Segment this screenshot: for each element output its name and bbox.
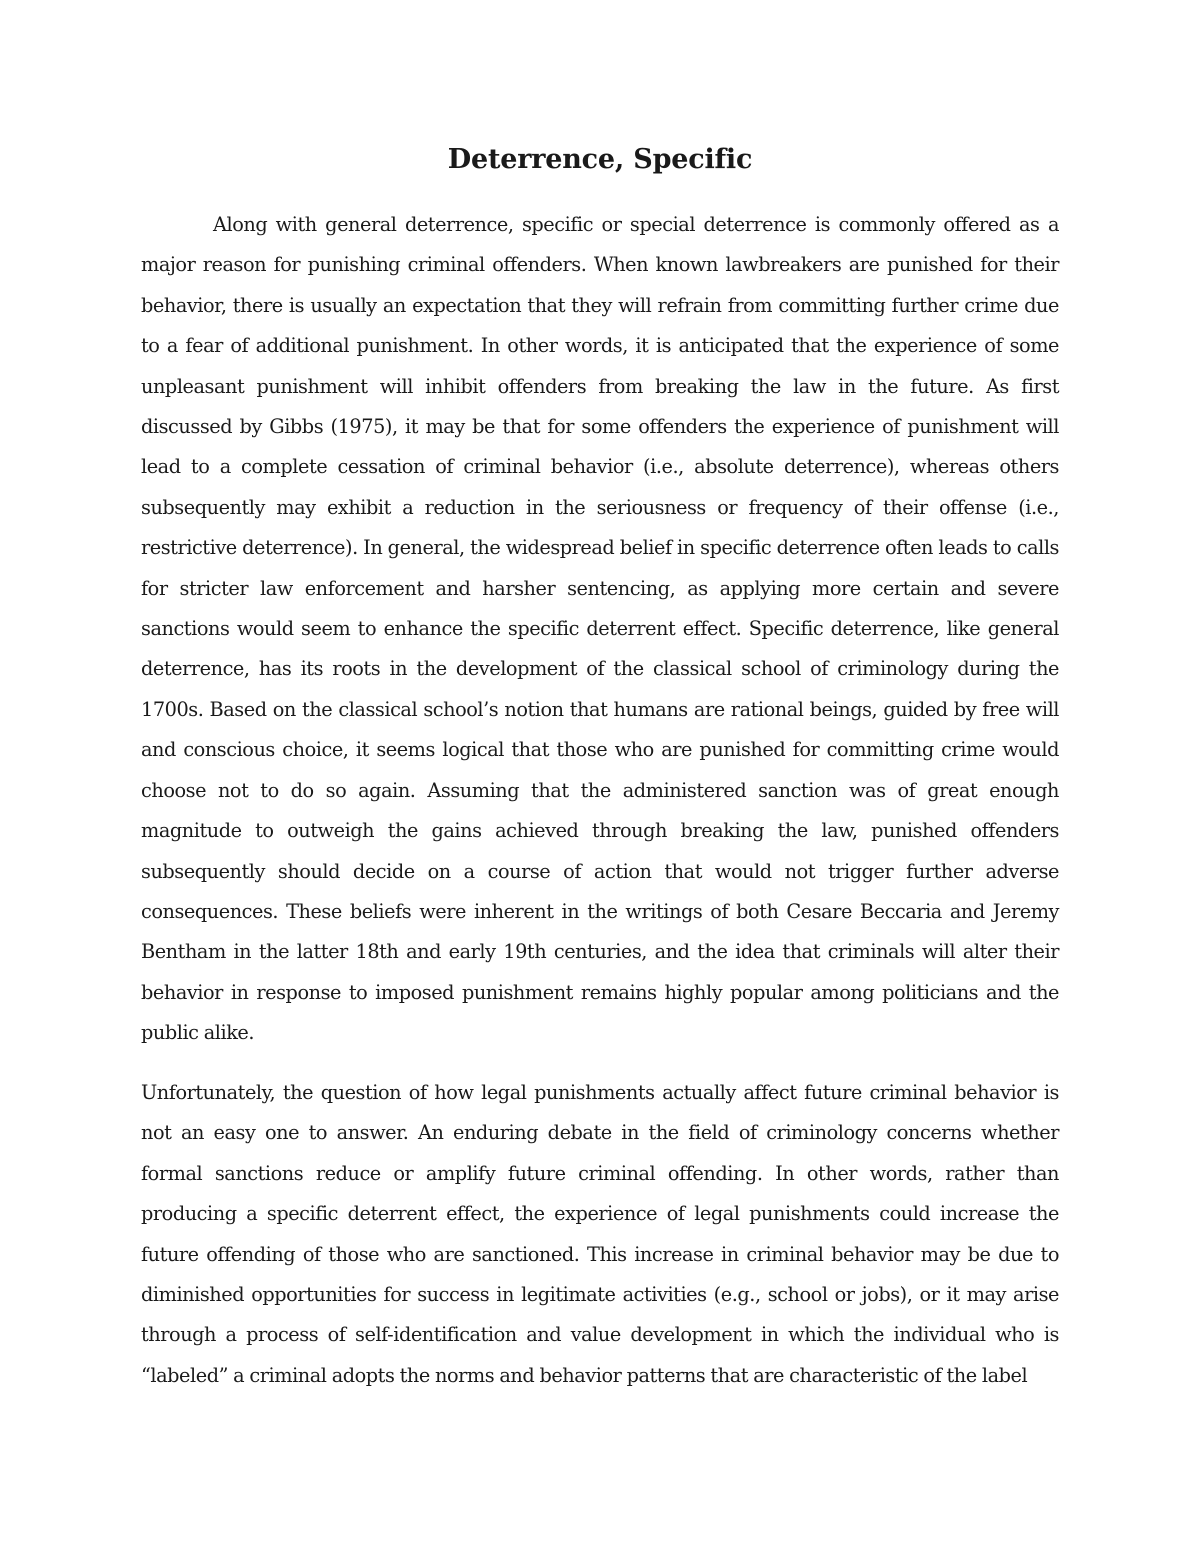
paragraph-1: Along with general deterrence, specific or special deterrence is commonly offered as a major reason for punishing criminal offenders. When known lawbreakers are punished for their behavior, there is usually an expectation that they will refrain from committing further crime due to a fear of additional punishment. In other words, it is anticipated that the experience of some unpleasant punishment will inhibit offenders from breaking the law in the future. As first discussed by Gibbs (1975), it may be that for some offenders the experience of punishment will lead to a complete cessation of criminal behavior (i.e., absolute deterrence), whereas others subsequently may exhibit a reduction in the seriousness or frequency of their offense (i.e., restrictive deterrence). In general, the widespread belief in specific deterrence often leads to calls for stricter law enforcement and harsher sentencing, as applying more certain and severe sanctions would seem to enhance the specific deterrent effect. Specific deterrence, like general deterrence, has its roots in the development of the classical school of criminology during the 1700s. Based on the classical school’s notion that humans are rational beings, guided by free will and conscious choice, it seems logical that those who are punished for committing crime would choose not to do so again. Assuming that the administered sanction was of great enough magnitude to outweigh the gains achieved through breaking the law, punished offenders subsequently should decide on a course of action that would not trigger further adverse consequences. These beliefs were inherent in the writings of both Cesare Beccaria and Jeremy Bentham in the latter 18th and early 19th centuries, and the idea that criminals will alter their behavior in response to imposed punishment remains highly popular among politicians and the public alike. <box>141 213 1059 1045</box>
paragraph-2: Unfortunately, the question of how legal punishments actually affect future criminal behavior is not an easy one to answer. An enduring debate in the field of criminology concerns whether formal sanctions reduce or amplify future criminal offending. In other words, rather than producing a specific deterrent effect, the experience of legal punishments could increase the future offending of those who are sanctioned. This increase in criminal behavior may be due to diminished opportunities for success in legitimate activities (e.g., school or jobs), or it may arise through a process of self-identification and value development in which the individual who is “labeled” a criminal adopts the norms and behavior patterns that are characteristic of the label <box>141 1081 1059 1387</box>
document-title: Deterrence, Specific <box>447 144 753 175</box>
